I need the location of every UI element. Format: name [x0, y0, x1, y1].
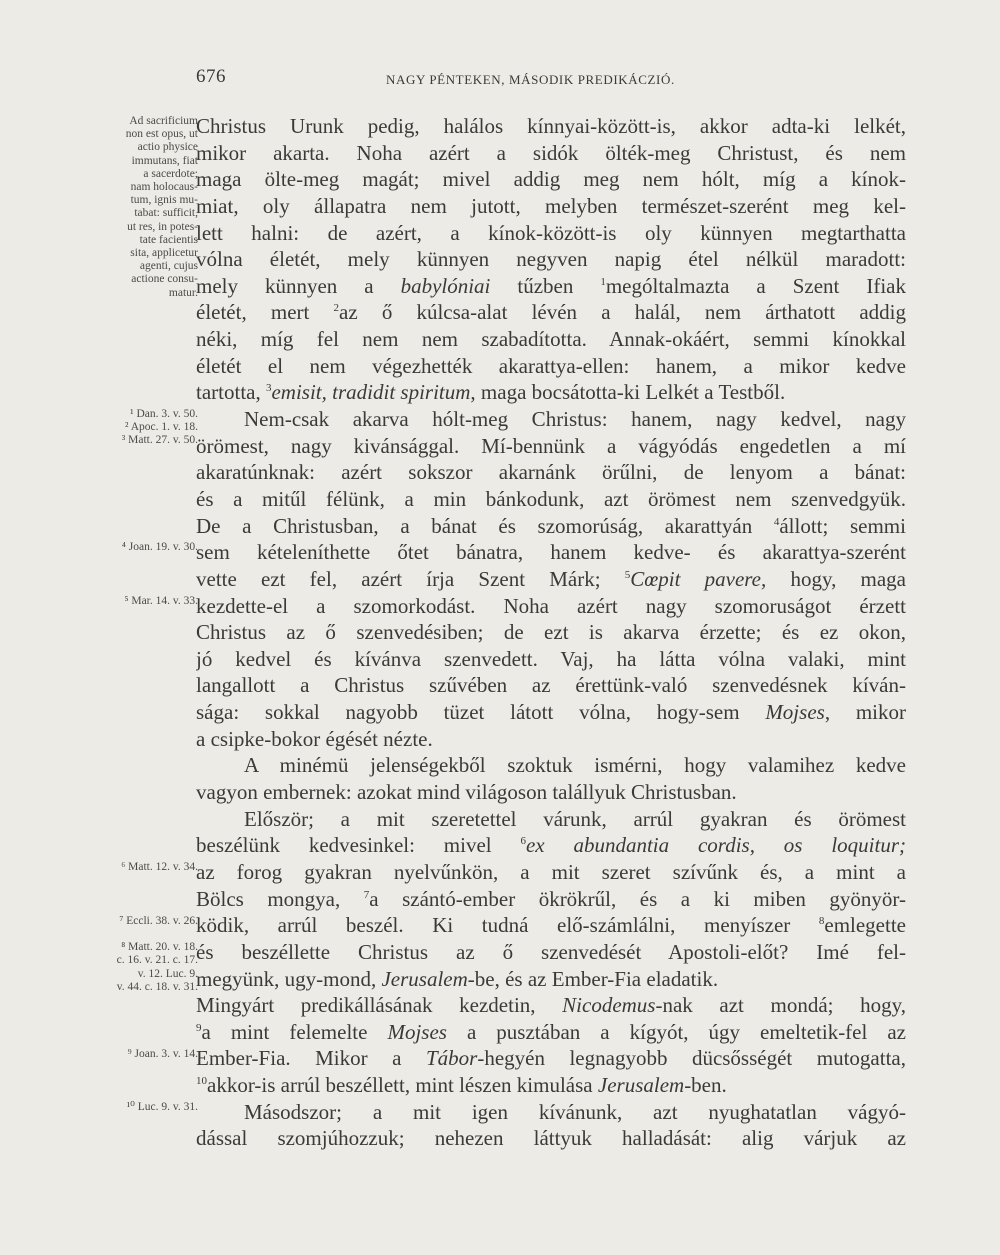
margin-note-line: tabat: sufficit, [134, 207, 198, 220]
text-run: örömest, nagy kivánsággal. Mí-bennünk a vágyódás engedetlen a mí [196, 433, 906, 458]
footnote-marker: 3 [265, 382, 272, 395]
page-number: 676 [196, 66, 226, 87]
text-run: életét el nem végezhették akarattya-ellen: hanem, a mikor kedve [196, 353, 906, 378]
footnote-marker: 9 [196, 1021, 202, 1034]
text-run: az forog gyakran nyelvűnkön, a mit szeret szívűnk és, a mint a [196, 859, 906, 884]
margin-note [86, 941, 198, 994]
margin-note-line: ³ Matt. 27. v. 50. [121, 434, 198, 447]
text-run: vólna életét, mely künnyen negyven napig étel nélkül maradott: [196, 247, 906, 272]
margin-note [86, 915, 198, 928]
text-line [196, 939, 906, 966]
text-run: De a Christusban, a bánat és szomorúság, akarattyán [196, 513, 774, 538]
margin-note-line: ¹⁰ Luc. 9. v. 31. [126, 1101, 198, 1114]
text-run: sága: sokkal nagyobb tüzet látott vólna, hogy-sem [196, 700, 766, 725]
margin-note-line: ⁵ Mar. 14. v. 33. [124, 594, 198, 607]
text-run: , maga bocsátotta-ki Lelkét a Testből. [470, 380, 786, 405]
text-run: akkor-is arrúl beszéllett, mint lészen kimulása [207, 1073, 598, 1098]
text-run: Másodszor; a mit igen kívánunk, azt nyughatatlan vágyó- [244, 1099, 906, 1124]
text-line [196, 486, 906, 513]
text-run: és a mitűl félünk, a min bánkodunk, azt örömest nem szenvedgyük. [196, 486, 906, 511]
text-run: miat, oly állapatra nem jutott, melyben természet-szerént meg kel- [196, 193, 906, 218]
text-line [196, 726, 906, 753]
text-line [196, 140, 906, 167]
margin-note-line: actione consu- [131, 273, 198, 286]
text-run: hogy, maga [766, 566, 906, 591]
text-run: jó kedvel és kívánva szenvedett. Vaj, ha látta vólna valaki, mint [196, 646, 906, 671]
margin-note [86, 861, 198, 874]
text-run: -ben. [684, 1073, 727, 1098]
margin-note [86, 408, 198, 447]
text-line [196, 513, 906, 540]
text-run: maga ölte-meg magát; mivel addig meg nem hólt, míg a kínok- [196, 167, 906, 192]
text-run: kezdette-el a szomorkodást. Noha azért nagy szomoruságot érzett [196, 593, 906, 618]
margin-note-line: sita, applicetur [130, 247, 198, 260]
page-header [196, 66, 906, 94]
margin-note [86, 595, 198, 608]
text-line [196, 646, 906, 673]
margin-note-line: matur. [168, 286, 198, 299]
footnote-marker: 6 [520, 835, 526, 848]
footnote-marker: 8 [818, 915, 825, 928]
margin-note-line: c. 16. v. 21. c. 17. [116, 954, 198, 967]
text-line [196, 299, 906, 326]
margin-note-line: immutans, fiat [131, 154, 198, 167]
text-run: langallott a Christus szűvében az érettünk-való szenvedésnek kíván- [196, 673, 906, 698]
text-run: Mingyárt predikállásának kezdetin, [196, 993, 563, 1018]
margin-note-line: Ad sacrificium [129, 115, 198, 127]
text-run: emlegette [824, 913, 906, 938]
text-run: állott; semmi [779, 513, 906, 538]
text-run: -hegyén legnagyobb dücsősségét mutogatta, [477, 1046, 906, 1071]
text-run: mely künnyen a [196, 273, 401, 298]
italic-text: ex abundantia cordis, os loquitur; [525, 833, 906, 858]
text-line [196, 1072, 906, 1099]
italic-text: Mojses [765, 700, 825, 725]
text-run: és beszéllette Christus az ő szenvedését Apostoli-előt? Imé fel- [196, 939, 906, 964]
text-line [196, 832, 906, 859]
margin-note-line: tum, ignis mu- [130, 194, 198, 207]
margin-note-line: ⁶ Matt. 12. v. 34. [121, 861, 198, 874]
footnote-marker: 5 [624, 568, 631, 581]
text-line [196, 859, 906, 886]
margin-note-line: v. 12. Luc. 9. [137, 967, 198, 980]
margin-note-line: ⁷ Eccli. 38. v. 26. [119, 914, 198, 927]
italic-text: emisit, tradidit spiritum [271, 380, 471, 405]
margin-note-line: ¹ Dan. 3. v. 50. [130, 408, 198, 421]
text-line [196, 433, 906, 460]
text-line [196, 699, 906, 726]
text-line [196, 912, 906, 939]
text-line [196, 886, 906, 913]
running-title: NAGY PÉNTEKEN, MÁSODIK PREDIKÁCZIÓ. [386, 72, 675, 87]
footnote-marker: 1 [600, 275, 606, 288]
footnote-marker: 4 [773, 515, 780, 528]
text-run: Bölcs mongya, [196, 886, 364, 911]
text-line [196, 406, 906, 433]
text-run: mikor akarta. Noha azért a sidók ölték-meg Christust, és nem [196, 140, 906, 165]
text-run: Ember-Fia. Mikor a [196, 1046, 426, 1071]
text-run: ködik, arrúl beszél. Ki tudná elő-számlálni, menyíszer [196, 913, 819, 938]
text-run: A minémü jelenségekből szoktuk ismérni, hogy valamihez kedve [244, 753, 906, 778]
text-line [196, 539, 906, 566]
text-run: akaratúnknak: azért sokszor akarnánk örűlni, de lenyom a bánat: [196, 460, 906, 485]
text-run: -be, és az Ember-Fia eladatik. [467, 966, 719, 991]
margin-note-line: ut res, in potes- [127, 220, 198, 233]
text-line [196, 193, 906, 220]
text-line [196, 1099, 906, 1126]
text-run: vagyon embernek: azokat mind világoson talállyuk Christusban. [196, 780, 737, 805]
text-run: az ő kúlcsa-alat lévén a halál, nem árthatott addig [339, 300, 906, 325]
text-run: sem kételeníthette őtet bánatra, hanem kedve- és akarattya-szerént [196, 540, 906, 565]
text-run: tűzben [490, 273, 601, 298]
text-line [196, 593, 906, 620]
text-run: néki, míg fel nem nem szabadította. Annak-okáért, semmi kínokkal [196, 327, 906, 352]
text-run: lett halni: de azért, a kínok-között-is oly künnyen megtarthatta [196, 220, 906, 245]
text-run: Először; a mit szeretettel várunk, arrúl gyakran és örömest [244, 806, 906, 831]
text-run: dással szomjúhozzuk; nehezen láttyuk halladását: alig várjuk az [196, 1126, 906, 1151]
text-line [196, 966, 906, 993]
text-line [196, 166, 906, 193]
text-line [196, 273, 906, 300]
margin-note [86, 541, 198, 554]
text-line [196, 619, 906, 646]
margin-note [86, 115, 198, 300]
margin-note [86, 1048, 198, 1061]
text-line [196, 566, 906, 593]
italic-text: Mojses [387, 1019, 447, 1044]
body-text [196, 113, 906, 1152]
text-run: Nem-csak akarva hólt-meg Christus: hanem, nagy kedvel, nagy [244, 407, 906, 432]
text-run: -nak azt mondá; hogy, [655, 993, 906, 1018]
text-line [196, 246, 906, 273]
text-line [196, 779, 906, 806]
italic-text: babylóniai [400, 273, 491, 298]
margin-note-line: ⁴ Joan. 19. v. 30. [121, 541, 198, 554]
italic-text: Tábor [425, 1046, 478, 1071]
footnote-marker: 10 [196, 1075, 207, 1088]
margin-note-line: actio physice [137, 141, 198, 154]
margin-note-line: ² Apoc. 1. v. 18. [125, 421, 198, 434]
text-run: tartotta, [196, 380, 266, 405]
text-run: Christus Urunk pedig, halálos kínnyai-között-is, akkor adta-ki lelkét, [196, 114, 906, 138]
text-line [196, 220, 906, 247]
italic-text: Jerusalem [597, 1073, 685, 1098]
text-line [196, 806, 906, 833]
italic-text: Jerusalem [381, 966, 468, 991]
text-run: Christus az ő szenvedésiben; de ezt is akarva érzette; és ez okon, [196, 620, 906, 645]
margin-note-line: tate facientis [139, 233, 198, 246]
text-run: a pusztában a kígyót, úgy emeltetik-fel az [446, 1019, 906, 1044]
text-run: a csipke-bokor égését nézte. [196, 726, 433, 751]
text-run: vette ezt fel, azért írja Szent Márk; [196, 566, 625, 591]
margin-note-line: v. 44. c. 18. v. 31. [116, 980, 198, 993]
text-line [196, 326, 906, 353]
text-line [196, 113, 906, 140]
text-line [196, 752, 906, 779]
footnote-marker: 7 [363, 888, 370, 901]
italic-text: Cœpit pavere, [630, 566, 767, 591]
text-run: a szántó-ember ökrökrűl, és a ki miben gyönyör- [369, 886, 906, 911]
margin-note-line: ⁸ Matt. 20. v. 18. [121, 941, 198, 954]
margin-note-line: ⁹ Joan. 3. v. 14. [127, 1047, 198, 1060]
margin-note-line: nam holocaus- [130, 181, 198, 194]
text-run: a mint felemelte [201, 1019, 388, 1044]
margin-note-line: a sacerdote; [143, 167, 198, 180]
italic-text: Nicodemus [562, 993, 656, 1018]
footnote-marker: 2 [333, 302, 340, 315]
text-run: mególtalmazta a Szent Ifiak [605, 273, 906, 298]
text-line [196, 1125, 906, 1152]
text-run: megyünk, ugy-mond, [196, 966, 382, 991]
text-line [196, 459, 906, 486]
text-line [196, 672, 906, 699]
margin-note-line: non est opus, ut [125, 128, 198, 141]
margin-note-line: agenti, cujus [139, 260, 198, 273]
text-run: , mikor [824, 700, 906, 725]
text-line [196, 992, 906, 1019]
text-run: életét, mert [196, 300, 334, 325]
text-line [196, 1045, 906, 1072]
text-line [196, 379, 906, 406]
text-line [196, 353, 906, 380]
margin-note [86, 1101, 198, 1114]
text-line [196, 1019, 906, 1046]
text-run: beszélünk kedvesinkel: mivel [196, 833, 521, 858]
